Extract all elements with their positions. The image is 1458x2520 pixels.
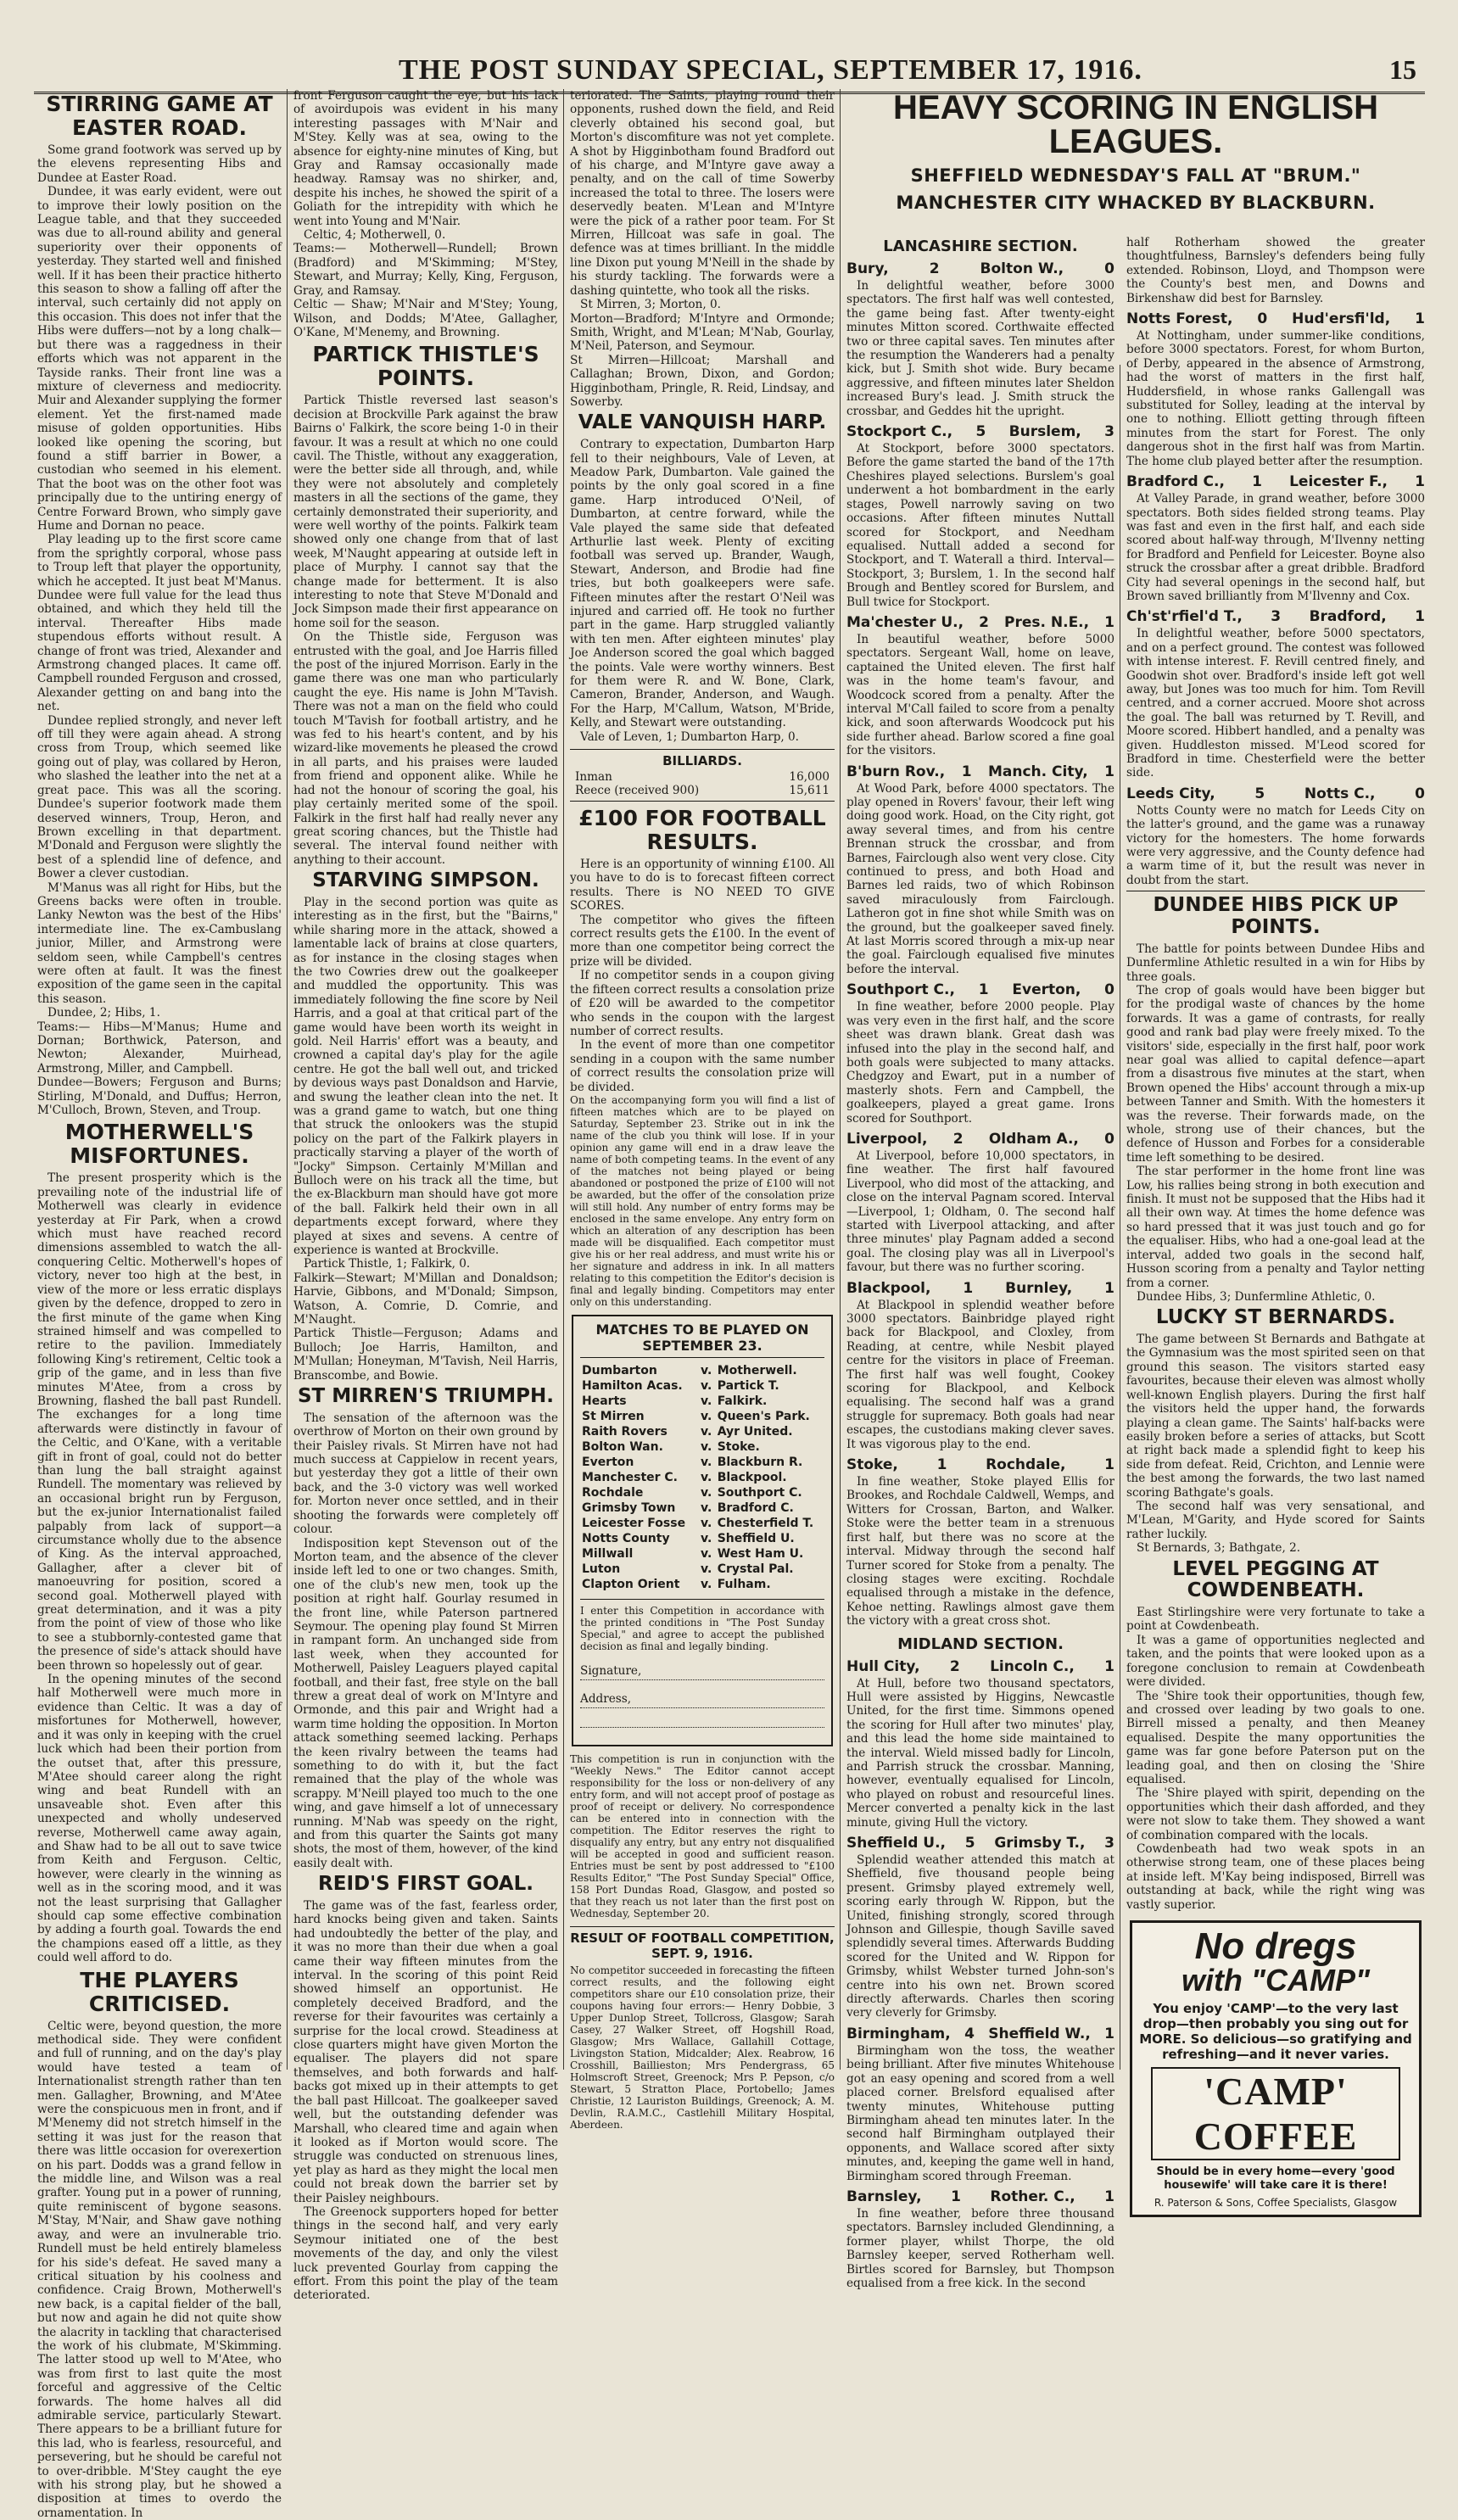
match-report: In delightful weather, before 3000 spectators. The first half was well contested, the game being fast. After twenty-eight minutes Mitton scored. Corthwaite effected two or three capital saves. Ten minutes after the resumption the Wanderers had a penalty kick, but J. Smith shot wide. Bury became aggressive, and fifteen minutes later Sheldon increased Bury's lead. J. Smith struck the crossbar, and Geddes hit the upright.: [846, 279, 1114, 418]
competition-result-title: RESULT OF FOOTBALL COMPETITION, SEPT. 9, 1916.: [570, 1926, 835, 1961]
match-score: Birmingham, 4 Sheffield W., 1: [846, 2025, 1114, 2042]
fixture-home-team[interactable]: Dumbarton: [582, 1363, 657, 1377]
advert-footer: Should be in every home—every 'good housewife' will take care it is there!: [1156, 2165, 1395, 2192]
fixture-away-team[interactable]: Chesterfield T.: [717, 1516, 814, 1530]
fixture-row[interactable]: [580, 1531, 824, 1546]
fixture-home-team[interactable]: Notts County: [582, 1531, 670, 1545]
fixture-away-team[interactable]: Falkirk.: [717, 1394, 768, 1408]
fixture-away-team[interactable]: Fulham.: [717, 1577, 771, 1591]
column-rule: [287, 89, 288, 2070]
match-report: At Wood Park, before 4000 spectators. The play opened in Rovers' favour, their left wing doing good work. Hoad, on the City right, got away several times, and from his centre Brennan struck the crossbar, and from Barnes, Fairclough also went very close. City continued to press, and both Hoad and Barnes led raids, two of which Robinson saved miraculously from Fairclough. Latheron got in fine shot while Smith was on the ground, but the goalkeeper saved finely. At last Morris scored through a mix-up near the goal. Fairclough equalised five minutes before the interval.: [846, 781, 1114, 976]
article-paragraph: The crop of goals would have been bigger but for the prodigal waste of chances by the home forwards. It was a game of contrasts, for really good and rank bad play were freely mixed. To the visitors' side, especially in the first half, poor work near goal was allied to capital defence—apart from a disastrous five minutes at the start, when Brown opened the Hibs' account through a mix-up between Tanner and Smith. With the homesters it was the reverse. Their forwards made, on the whole, strong use of their chances, but the defence of Husson and Forbes for a considerable time left something to be desired.: [1126, 983, 1425, 1165]
article-paragraph: The star performer in the home front line was Low, his rallies being strong in both execution and finish. It must not be supposed that the Hibs had it all their own way. At times the home defence was so hard pressed that it was just touch and go for the equaliser. Hibs, who had a one-goal lead at the interval, added two goals in the second half, Husson scoring from a penalty and Taylor netting from a corner.: [1126, 1165, 1425, 1290]
fixture-home-team[interactable]: St Mirren: [582, 1409, 645, 1423]
fixture-row[interactable]: [580, 1470, 824, 1485]
fixture-home-team[interactable]: Leicester Fosse: [582, 1516, 686, 1530]
match-score: Ma'chester U., 2 Pres. N.E., 1: [846, 613, 1114, 631]
article-paragraph: Celtic were, beyond question, the more methodical side. They were confident and full of running, and on the day's play would have tested a team of Internationalist strength rather than ten men. Gallagher, Browning, and M'Atee were the conspicuous men in front, and if M'Menemy did not stretch himself in the setting it was just for the reason that there was little occasion for overexertion on his part. Dodds was a grand fellow in the middle line, and Wilson was a real grafter. Young put in a power of running, quite reminiscent of bygone seasons. M'Stay, M'Nair, and Shaw gave nothing away, and were an invulnerable trio. Rundell must be held entirely blameless for his side's defeat. He saved many a critical situation by his coolness and confidence. Craig Brown, Motherwell's new back, is a capital fielder of the ball, but now and again he did not quite show the alacrity in tackling that characterised the work of his clubmate, M'Skimming. The latter stood up well to M'Atee, who was from first to last quite the most forceful and aggressive of the Celtic forwards. The home halves all did admirable service, particularly Stewart. There appears to be a brilliant future for this lad, who is fearless, resourceful, and persevering, but he should be careful not to over-dribble. M'Stey caught the eye with his strong play, but he showed a disposition at times to overdo the ornamentation. In: [37, 2019, 282, 2520]
advert-maker: R. Paterson & Sons, Coffee Specialists, Glasgow: [1154, 2197, 1398, 2210]
article-paragraph: The 'Shire played with spirit, depending on the opportunities which their dash afforded, and they were not slow to take them. They showed a want of combination compared with the locals.: [1126, 1786, 1425, 1842]
masthead: [34, 49, 1425, 94]
article-paragraph: On the Thistle side, Ferguson was entrusted with the goal, and Joe Harris filled the post of the injured Morrison. Early in the game there was one man who particularly caught the eye. His name is John M'Tavish. There was not a man on the field who could touch M'Tavish for football artistry, and he was fed to his heart's content, and by his wizard-like movements he pleased the crowd in all parts, and his praises were lauded from friend and opponent alike. While he had not the honour of scoring the goal, his play certainly merited some of the spoil. Falkirk in the first half had really never any great scoring chances, but the Thistle had several. The interval found neither with anything to their account.: [293, 630, 558, 867]
match-report: At Blackpool in splendid weather before 3000 spectators. Bainbridge played right back for Blackpool, and Cloxley, from Reading, at centre, while Nesbit played centre for the visitors in place of Freeman. The first half was well fought, Cookey scoring for Blackpool, and Kelbock equalising. The second half was a grand struggle for supremacy. Both goals had near escapes, the custodians making clever saves. It was vigorous play to the end.: [846, 1298, 1114, 1451]
team-lineup: St Mirren—Hillcoat; Marshall and Callaghan; Brown, Dixon, and Gordon; Higginbotham, Pringle, R. Reid, Lindsay, and Sowerby.: [570, 353, 835, 409]
headline-reids-first-goal: REID'S FIRST GOAL.: [318, 1873, 533, 1896]
match-report: In fine weather, before three thousand spectators. Barnsley included Glendinning, a former player, whilst Thorpe, the old Barnsley keeper, served Rotherham well. Birtles scored for Barnsley, but Thompson equalised from a free kick. In the second: [846, 2206, 1114, 2290]
coupon-declaration: I enter this Competition in accordance with the printed conditions in "The Post Sunday Special," and agree to accept the published decision as final and legally binding.: [580, 1604, 824, 1652]
headline-lucky-st-bernards: LUCKY ST BERNARDS.: [1155, 1306, 1396, 1329]
match-score: Stockport C., 5 Burslem, 3: [846, 423, 1114, 441]
match-score: Bradford C., 1 Leicester F., 1: [1126, 473, 1425, 491]
fixture-versus: v.: [701, 1516, 712, 1530]
match-report: Birmingham won the toss, the weather being brilliant. After five minutes Whitehouse got an easy opening and scored from a well placed corner. Brelsford equalised after twenty minutes, Whitehouse putting Birmingham ahead ten minutes later. In the second half Birmingham outplayed their opponents, and Wallace scored after sixty minutes, and, keeping the game well in hand, Birmingham scored through Freeman.: [846, 2043, 1114, 2183]
match-score: Barnsley, 1 Rother. C., 1: [846, 2188, 1114, 2205]
fixture-home-team[interactable]: Bolton Wan.: [582, 1439, 663, 1454]
fixture-home-team[interactable]: Raith Rovers: [582, 1424, 668, 1439]
article-paragraph: It was a game of opportunities neglected and taken, and the points that were looked upon as a foregone conclusion to remain at Cowdenbeath were divided.: [1126, 1633, 1425, 1690]
section-midland: MIDLAND SECTION.: [897, 1634, 1064, 1653]
fixture-row[interactable]: [580, 1394, 824, 1409]
match-report: half Rotherham showed the greater thoughtfulness, Barnsley's defenders being fully extended. Robinson, Lloyd, and Thompson were the County's best men, and Downs and Birkenshaw did best for Barnsley.: [1126, 236, 1425, 305]
match-score: Sheffield U., 5 Grimsby T., 3: [846, 1835, 1114, 1852]
team-lineup: Morton—Bradford; M'Intyre and Ormonde; Smith, Wright, and M'Lean; M'Nab, Gourlay, M'Neil, Paterson, and Seymour.: [570, 311, 835, 354]
signature-field[interactable]: Signature,: [580, 1664, 824, 1680]
fixture-away-team[interactable]: Sheffield U.: [717, 1531, 795, 1545]
billiards-box: [570, 749, 835, 802]
team-lineup: Falkirk—Stewart; M'Millan and Donaldson; Harvie, Gibbons, and M'Donald; Simpson, Watson, A. Comrie, D. Comrie, and M'Naught.: [293, 1271, 558, 1327]
headline-starving-simpson: STARVING SIMPSON.: [312, 869, 539, 892]
match-report: In beautiful weather, before 5000 spectators. Sergeant Wall, home on leave, captained the United eleven. The first half was in the home team's favour, and Woodcock scored from a penalty. After the interval M'Call failed to score from a penalty kick, and soon afterwards Woodcock put his side further ahead. Barlow scored a fine goal for the visitors.: [846, 632, 1114, 758]
fixture-versus: v.: [701, 1470, 712, 1484]
article-paragraph: The competitor who gives the fifteen correct results gets the £100. In the event of more than one competitor being correct the prize will be divided.: [570, 913, 835, 969]
article-paragraph: The 'Shire took their opportunities, though few, and crossed over leading by two goals to one. Birrell missed a penalty, and then Meaney equalised. Despite the many opportunities the game was far gone before Paterson put on the leading goal, and then on closing the 'Shire equalised.: [1126, 1689, 1425, 1786]
address-field-line[interactable]: [580, 1725, 824, 1728]
advert-body: You enjoy 'CAMP'—to the very last drop—then probably you sing out for MORE. So delicious—so gratifying and refreshing—and it never varies.: [1139, 2001, 1412, 2062]
fixture-versus: v.: [701, 1546, 712, 1561]
article-paragraph: The sensation of the afternoon was the overthrow of Morton on their own ground by their Paisley rivals. St Mirren have not had much success at Cappielow in recent years, but yesterday they got a little of their own back, and the 3-0 victory was well worked for. Morton never once settled, and in their shooting the forwards were completely off colour.: [293, 1411, 558, 1537]
match-result: St Mirren, 3; Morton, 0.: [580, 298, 721, 312]
fixture-versus: v.: [701, 1363, 712, 1377]
match-report: At Liverpool, before 10,000 spectators, in fine weather. The first half favoured Liverpool, who did most of the attacking, and close on the interval Pagnam scored. Interval—Liverpool, 1; Oldham, 0. The second half started with Liverpool attacking, and after three minutes' play Pagnam added a second goal. The closing play was all in Liverpool's favour, but there was no further scoring.: [846, 1148, 1114, 1275]
match-result: Celtic, 4; Motherwell, 0.: [304, 228, 446, 243]
headline-motherwell: MOTHERWELL'S MISFORTUNES.: [64, 1120, 254, 1169]
match-report: Notts County were no match for Leeds City on the latter's ground, and the game was a runaway victory for the homesters. The home forwards were very aggressive, and the County defence had a warm time of it, but the result was never in doubt from the start.: [1126, 803, 1425, 887]
fixture-row[interactable]: [580, 1577, 824, 1592]
section-lancashire: LANCASHIRE SECTION.: [883, 237, 1078, 255]
competition-fine-print: This competition is run in conjunction with the "Weekly News." The Editor cannot accept responsibility for the loss or non-delivery of any entry form, and will not accept proof of postage as proof of receipt or delivery. No correspondence can be entered into in connection with the competition. The Editor reserves the right to disqualify any entry, but any entry not disqualified will be accepted in good and sufficient reason. Entries must be sent by post addressed to "£100 Results Editor," "The Post Sunday Special" Office, 158 Port Dundas Road, Glasgow, and posted so that they reach us not later than the first post on Wednesday, September 20.: [570, 1752, 835, 1919]
team-lineup: Teams:— Hibs—M'Manus; Hume and Dornan; Borthwick, Paterson, and Newton; Alexander, Muirhead, Armstrong, Miller, and Campbell.: [37, 1020, 282, 1076]
subheadline-manchester: MANCHESTER CITY WHACKED BY BLACKBURN.: [896, 193, 1376, 213]
fixture-versus: v.: [701, 1378, 712, 1393]
fixture-versus: v.: [701, 1577, 712, 1591]
headline-st-mirren: ST MIRREN'S TRIUMPH.: [297, 1385, 555, 1408]
match-score: Notts Forest, 0 Hud'ersfi'ld, 1: [1126, 310, 1425, 328]
camp-coffee-advert: [1130, 1920, 1422, 2217]
fixture-row[interactable]: [580, 1378, 824, 1394]
fixture-row[interactable]: [580, 1439, 824, 1455]
fixture-row[interactable]: [580, 1455, 824, 1470]
fixture-row[interactable]: [580, 1485, 824, 1500]
fixture-row[interactable]: [580, 1363, 824, 1378]
billiards-row: Inman 16,000: [575, 770, 830, 785]
article-paragraph: In the event of more than one competitor sending in a coupon with the same number of correct results the consolation prize will be divided.: [570, 1038, 835, 1094]
team-lineup: Partick Thistle—Ferguson; Adams and Bulloch; Joe Harris, Hamilton, and M'Mullan; Honeyman, M'Tavish, Neil Harris, Branscombe, and Bowie.: [293, 1327, 558, 1383]
column-2: [293, 89, 558, 2303]
column-5: [1126, 231, 1425, 2210]
team-lineup: Teams:— Motherwell—Rundell; Brown (Bradford) and M'Skimming; M'Stey, Stewart, and Murray; Kelly, King, Ferguson, Gray, and Ramsay.: [293, 242, 558, 298]
article-paragraph: Dundee replied strongly, and never left off till they were again ahead. A strong cross from Troup, which seemed like going out of play, was collared by Heron, who slashed the leather into the net at a great pace. This was all the scoring. Dundee's superior footwork made them deserved winners, Troup, Heron, and Brown excelling in that department. M'Donald and Ferguson were slightly the best of a splendid line of defence, and Bower a clever custodian.: [37, 713, 282, 881]
match-score: Southport C., 1 Everton, 0: [846, 981, 1114, 999]
article-paragraph: Play in the second portion was quite as interesting as in the first, but the "Bairns," while sharing more in the attack, showed a lamentable lack of brains at close quarters, as for instance in the closing stages when the two Cowries drew out the goalkeeper and muddled the opportunity. This was immediately following the fine score by Neil Harris, and a goal at that critical part of the game would have been worth its weight in gold. Neil Harris' effort was a beauty, and crowned a capital day's play for the agile centre. He got the ball well out, and tricked by devious ways past Donaldson and Harvie, and swung the leather clean into the net. It was a grand game to watch, but one thing that struck the onlookers was the stupid policy on the part of the Falkirk players in practically starving a player of the worth of "Jocky" Simpson. Certainly M'Millan and Bulloch were on his track all the time, but the ex-Blackburn man should have got more of the ball. Falkirk held their own in all departments except forward, where they played at sixes and sevens. A centre of experience is wanted at Brockville.: [293, 895, 558, 1258]
column-4: [846, 231, 1114, 2290]
advert-headline: No dregs: [1194, 1925, 1357, 1967]
match-score: Hull City, 2 Lincoln C., 1: [846, 1657, 1114, 1675]
match-result: Partick Thistle, 1; Falkirk, 0.: [304, 1257, 471, 1271]
column-1: [37, 89, 282, 2520]
match-score: B'burn Rov., 1 Manch. City, 1: [846, 763, 1114, 780]
headline-vale-vanquish: VALE VANQUISH HARP.: [578, 411, 827, 434]
fixture-versus: v.: [701, 1562, 712, 1576]
fixture-home-team[interactable]: Everton: [582, 1455, 634, 1469]
article-paragraph: Dundee, it was early evident, were out to improve their lowly position on the League table, and that they succeeded was due to all-round ability and general superiority over their opponents of yesterday. They started well and finished well. If it has been their practice hitherto this season to show a falling off after the interval, such certainly did not apply on this occasion. This does not infer that the Hibs were duffers—not by a long chalk—but there was a raggedness in their efforts which was not apparent in the Tayside ranks. Their front line was a mixture of cleverness and mediocrity. Muir and Alexander supplying the former element. Yet the first-named made misuse of golden opportunities. Hibs looked like opening the scoring, but found a stiff barrier in Bower, a custodian who seemed in his element. That the boot was on the other foot was principally due to the untiring energy of Centre Forward Brown, who simply gave Hume and Dornan no peace.: [37, 185, 282, 533]
article-paragraph: The second half was very sensational, and M'Lean, M'Garity, and Hyde scored for Saints rather luckily.: [1126, 1499, 1425, 1541]
match-report: At Valley Parade, in grand weather, before 3000 spectators. Both sides fielded strong teams. Play was fast and even in the first half, and each side scored about half-way through, M'Ilvenny netting for Bradford and Penfield for Leicester. Boyne also struck the crossbar after a great dribble. Bradford City had several openings in the second half, but Brown saved brilliantly from M'Ilvenny and Cox.: [1126, 492, 1425, 603]
fixture-away-team[interactable]: Bradford C.: [717, 1500, 794, 1515]
team-lineup: Celtic — Shaw; M'Nair and M'Stey; Young, Wilson, and Dodds; M'Atee, Gallagher, O'Kane, M'Menemy, and Browning.: [293, 298, 558, 339]
match-score: Leeds City, 5 Notts C., 0: [1126, 785, 1425, 802]
fixture-versus: v.: [701, 1455, 712, 1469]
article-paragraph: Play leading up to the first score came from the sprightly corporal, whose pass to Troup left that player the opportunity, which he accepted. It just beat M'Manus. Dundee were full value for the lead thus obtained, and which they held till the interval. Thereafter Hibs made stupendous efforts without result. A change of front was tried, Alexander and Armstrong changed places. It came off. Campbell rounded Ferguson and crossed, Alexander getting on and bang into the net.: [37, 533, 282, 714]
headline-dundee-hibs: DUNDEE HIBS PICK UP POINTS.: [1126, 891, 1425, 939]
article-paragraph: Some grand footwork was served up by the elevens representing Hibs and Dundee at Easter Road.: [37, 143, 282, 185]
headline-players-criticised: THE PLAYERS CRITICISED.: [80, 1967, 239, 2016]
fixture-home-team[interactable]: Grimsby Town: [582, 1500, 676, 1515]
match-report: In delightful weather, before 5000 spectators, and on a perfect ground. The contest was followed with intense interest. F. Revill centred finely, and Goodwin shot over. Bradford's inside left got well away, but Jones was too much for him. Tom Revill centred, and a corner accrued. Moore shot across the goal. The ball was returned by T. Revill, and Moore scored. Hibbert handled, and a penalty was given. Huddleston missed. M'Leod scored for Bradford in time. Chesterfield were the better side.: [1126, 627, 1425, 780]
fixture-away-team[interactable]: Partick T.: [717, 1378, 779, 1393]
billiards-row: Reece (received 900) 15,611: [575, 784, 830, 798]
fixture-home-team[interactable]: Rochdale: [582, 1485, 644, 1500]
article-paragraph: front Ferguson caught the eye, but his lack of avoirdupois was evident in his many interesting passages with M'Nair and M'Stey. Kelly was at sea, owing to the absence for eighty-nine minutes of King, but Gray and Ramsay occasionally made headway. Ramsay was no shirker, and, despite his inches, he showed the spirit of a Goliath for the intrepidity with which he went into Young and M'Nair.: [293, 89, 558, 228]
match-score: Bury, 2 Bolton W., 0: [846, 260, 1114, 277]
match-report: At Nottingham, under summer-like conditions, before 3000 spectators. Forest, for whom Burton, of Derby, appeared in the absence of Armstrong, had the worst of matters in the first half, Huddersfield, in whose ranks Gallengall was substituted for Solley, leading at the interval by one to nothing. Elliott getting through fifteen minutes from the start for Forest. The only dangerous shot in the first half was from Martin. The home club played better after the resumption.: [1126, 329, 1425, 468]
headline-football-results-prize: £100 FOR FOOTBALL RESULTS.: [578, 806, 826, 855]
article-paragraph: East Stirlingshire were very fortunate to take a point at Cowdenbeath.: [1126, 1606, 1425, 1634]
article-paragraph: Indisposition kept Stevenson out of the Morton team, and the absence of the clever inside left led to one or two changes. Smith, one of the club's new men, took up the position at right half. Gourlay resumed in the front line, while Paterson partnered Seymour. The opening play found St Mirren in rampant form. An unchanged side from last week, when they accounted for Motherwell, Paisley Leaguers played capital football, and their fast, free style on the ball threw a great deal of work on M'Intyre and Ormonde, and this pair and Wright had a warm time holding the opposition. In Morton attack something seemed lacking. Perhaps the keen rivalry between the teams had something to do with it, but the fact remained that the play of the whole was scrappy. M'Neill played too much to the one wing, and gave himself a lot of unnecessary running. M'Nab was speedy on the right, and from this quarter the Saints got many shots, the most of them, however, of the kind easily dealt with.: [293, 1536, 558, 1870]
column-rule: [840, 89, 841, 2070]
billiards-title: BILLIARDS.: [662, 753, 742, 769]
match-score: Blackpool, 1 Burnley, 1: [846, 1279, 1114, 1297]
fixture-row[interactable]: [580, 1424, 824, 1439]
fixture-away-team[interactable]: Southport C.: [717, 1485, 802, 1500]
fixtures-title: MATCHES TO BE PLAYED ON SEPTEMBER 23.: [580, 1321, 824, 1358]
article-paragraph: Partick Thistle reversed last season's decision at Brockville Park against the braw Bairns o' Falkirk, the score being 1-0 in their favour. It was a result at which no one could cavil. The Thistle, without any exaggeration, were the better side all through, and, while they were not absolutely and completely masters in all the sections of the game, they certainly demonstrated their superiority, and were well worthy of the points. Falkirk team showed only one change from that of last week, M'Naught appearing at outside left in place of Murphy. I cannot say that the change made for betterment. It is also interesting to note that Steve M'Donald and Jock Simpson made their first appearance on home soil for the season.: [293, 394, 558, 630]
fixture-row[interactable]: [580, 1546, 824, 1562]
match-report: In fine weather, before 2000 people. Play was very even in the first half, and the score sheet was drawn blank. Great dash was infused into the play in the second half, and both goals were subjected to many attacks. Chedgzoy and Ewart, put in a number of masterly shots. Fern and Campbell, the goalkeepers, played a great game. Irons scored for Southport.: [846, 1000, 1114, 1126]
headline-heavy-scoring: HEAVY SCORING IN ENGLISH LEAGUES.: [893, 89, 1378, 160]
fixture-home-team[interactable]: Manchester C.: [582, 1470, 678, 1484]
fixture-home-team[interactable]: Millwall: [582, 1546, 634, 1561]
advert-brand: 'CAMP' COFFEE: [1151, 2067, 1400, 2160]
fixture-away-team[interactable]: West Ham U.: [717, 1546, 804, 1561]
fixture-away-team[interactable]: Stoke.: [717, 1439, 760, 1454]
match-result: St Bernards, 3; Bathgate, 2.: [1137, 1541, 1301, 1556]
match-result: Dundee, 2; Hibs, 1.: [47, 1006, 160, 1020]
competition-result-body: No competitor succeeded in forecasting the fifteen correct results, and the following eight competitors share our £10 consolation prize, their coupons having four errors:— Henry Dobbie, 3 Upper Dunlop Street, Tollcross, Glasgow; Sarah Casey, 27 Walker Street, off Hogshill Road, Glasgow; Mrs Wallace, Gallahill Cottage, Livingston Station, Midcalder; Alex. Reabrow, 16 Crosshill, Baillieston; Mrs Pendergrass, 65 Holmscroft Street, Greenock; Mrs P. Pepson, c/o Stewart, 5 Stratton Place, Portobello; James Christie, 12 Lauriston Buildings, Greenock; A. M. Devlin, R.A.M.C., Castlehill Military Hospital, Aberdeen.: [570, 1964, 835, 2131]
fixture-versus: v.: [701, 1424, 712, 1439]
fixture-home-team[interactable]: Luton: [582, 1562, 621, 1576]
fixture-versus: v.: [701, 1409, 712, 1423]
fixture-versus: v.: [701, 1439, 712, 1454]
fixture-away-team[interactable]: Queen's Park.: [717, 1409, 810, 1423]
fixture-versus: v.: [701, 1531, 712, 1545]
fixture-away-team[interactable]: Crystal Pal.: [717, 1562, 794, 1576]
competition-rules: On the accompanying form you will find a list of fifteen matches which are to be played on Saturday, September 23. Strike out in ink the name of the club you think will lose. If in your opinion any game will end in a draw leave the name of both competing teams. In the event of any of the matches not being played or being abandoned or postponed the prize of £100 will not be awarded, but the offer of the consolation prize will still hold. Any number of entry forms may be enclosed in the same envelope. Any entry form on which an alteration of any description has been made will be disqualified. Each competitor must give his or her real address, and must write his or her signature and address in ink. In all matters relating to this competition the Editor's decision is final and legally binding. Competitors may enter only on this understanding.: [570, 1093, 835, 1308]
fixture-away-team[interactable]: Motherwell.: [717, 1363, 797, 1377]
match-result: Vale of Leven, 1; Dumbarton Harp, 0.: [580, 729, 800, 744]
match-result: Dundee Hibs, 3; Dunfermline Athletic, 0.: [1137, 1289, 1376, 1304]
match-report: In fine weather, Stoke played Ellis for Brookes, and Rochdale Caldwell, Wemps, and Witters for Crossan, Barton, and Walker. Stoke were the better team in a strenuous first half, but there was no score at the interval. Midway through the second half Turner scored for Stoke from a penalty. The closing stages were exciting. Rochdale equalised through a mistake in the defence, Kehoe netting. Rawlings almost gave them the victory with a great cross shot.: [846, 1475, 1114, 1629]
masthead-title: THE POST SUNDAY SPECIAL, SEPTEMBER 17, 1916.: [399, 54, 1142, 86]
headline-level-pegging: LEVEL PEGGING AT COWDENBEATH.: [1172, 1557, 1379, 1602]
article-paragraph: The game between St Bernards and Bathgate at the Gymnasium was the most spirited seen on that ground this season. The visitors started easy favourites, because their eleven was almost wholly well-known English players. During the first half the visitors held the upper hand, the forwards playing a clean game. The Saints' half-backs were easily broken before a series of attacks, but Scott at right back made a splendid fight to keep his side from defeat. Reid, Crichton, and Lennie were the best among the forwards, the two last named scoring Bathgate's goals.: [1126, 1333, 1425, 1500]
match-score: Liverpool, 2 Oldham A., 0: [846, 1130, 1114, 1148]
fixture-row[interactable]: [580, 1500, 824, 1516]
headline-stirring-game: STIRRING GAME AT EASTER ROAD.: [46, 92, 273, 140]
fixture-versus: v.: [701, 1500, 712, 1515]
fixture-versus: v.: [701, 1485, 712, 1500]
address-field[interactable]: Address,: [580, 1692, 824, 1708]
article-paragraph: In the opening minutes of the second half Motherwell were much more in evidence than Celtic. It was a day of misfortunes for Motherwell, however, and it was only in keeping with the cruel luck which had been their portion from the outset that, after this pressure, M'Atee should career along the right wing and beat Rundell with an unsaveable shot. Even after this unexpected and wholly undeserved reverse, Motherwell came away again, and Shaw had to be all out to save twice from Keith and Ferguson. Celtic, however, were clearly in the winning as well as in the scoring mood, and it was not the least surprising that Gallagher should cap some effective combination by adding a fourth goal. Towards the end the champions eased off a little, as they could well afford to do.: [37, 1673, 282, 1965]
fixture-row[interactable]: [580, 1516, 824, 1531]
fixture-home-team[interactable]: Clapton Orient: [582, 1577, 680, 1591]
fixture-row[interactable]: [580, 1562, 824, 1577]
column-rule: [563, 89, 564, 2070]
competition-coupon: [572, 1315, 833, 1746]
match-report: Splendid weather attended this match at Sheffield, five thousand people being present. Grimsby played extremely well, scoring early through W. Rippon, but the United, finishing strongly, scored through Johnson and Gillespie, though Saville saved splendidly several times. Afterwards Budding scored for the United and W. Rippon for Grimsby, whilst Webster turned John-son's centre into his own net. Brown scored directly afterwards. Charles then scoring very cleverly for Grimsby.: [846, 1853, 1114, 2020]
column-3: [570, 89, 835, 2131]
fixture-home-team[interactable]: Hamilton Acas.: [582, 1378, 683, 1393]
article-paragraph: The game was of the fast, fearless order, hard knocks being given and taken. Saints had undoubtedly the better of the play, and it was no more than their due when a goal came their way fifteen minutes from the interval. In the scoring of this point Reid showed himself an opportunist. He completely deceived Bradford, and the reverse for their favourites was certainly a surprise for the local crowd. Steadiness at close quarters might have given Morton the equaliser. The players did not spare themselves, and both forwards and half-backs got mixed up in their attempts to get the ball past Hillcoat. The goalkeeper saved well, but the outstanding defender was Marshall, who cleared time and again when it looked as if Morton would score. The struggle was conducted on strenuous lines, yet play as hard as they might the local men could not break down the barrier set by their Paisley neighbours.: [293, 1899, 558, 2205]
headline-partick-thistle: PARTICK THISTLE'S POINTS.: [312, 342, 539, 391]
subheadline-sheffield: SHEFFIELD WEDNESDAY'S FALL AT "BRUM.": [910, 165, 1361, 186]
fixtures-table: [580, 1363, 824, 1592]
match-report: At Stockport, before 3000 spectators. Before the game started the band of the 17th Cheshires played selections. Burslem's goal underwent a hot bombardment in the early stages, Powell narrowly saving on two occasions. After fifteen minutes Nuttall scored for Stockport, and Needham equalised. Nuttall added a second for Stockport, and T. Waterall a third. Interval—Stockport, 3; Burslem, 1. In the second half Brough and Bentley scored for Burslem, and Bull twice for Stockport.: [846, 442, 1114, 609]
article-paragraph: If no competitor sends in a coupon giving the fifteen correct results a consolation prize of £20 will be awarded to the competitor who sends in the coupon with the largest number of correct results.: [570, 969, 835, 1038]
article-paragraph: M'Manus was all right for Hibs, but the Greens backs were often in trouble. Lanky Newton was the best of the Hibs' intermediate line. The ex-Cambuslang junior, Miller, and Armstrong were seldom seen, while Campbell's centres were often at fault. It was the finest exposition of the game seen in the capital this season.: [37, 880, 282, 1006]
article-paragraph: Here is an opportunity of winning £100. All you have to do is to forecast fifteen correct results. There is NO NEED TO GIVE SCORES.: [570, 858, 835, 914]
fixture-away-team[interactable]: Blackpool.: [717, 1470, 787, 1484]
article-paragraph: Contrary to expectation, Dumbarton Harp fell to their neighbours, Vale of Leven, at Meadow Park, Dumbarton. Vale gained the points by the only goal scored in a fine game. Harp introduced O'Neil, of Dumbarton, at centre forward, while the Vale played the same side that defeated Arthurlie last week. Plenty of exciting football was served up. Brander, Waugh, Stewart, Anderson, and Brodie had fine tries, but both goalkeepers were safe. Fifteen minutes after the restart O'Neil was injured and carried off. He took no further part in the game. Harp struggled valiantly with ten men. After eighteen minutes' play Joe Anderson scored the goal which bagged the points. Vale were worthy winners. Best for them were R. and W. Bone, Clark, Cameron, Brander, Anderson, and Waugh. For the Harp, M'Callum, Watson, M'Bride, Kelly, and Stewart were outstanding.: [570, 438, 835, 730]
article-paragraph: The present prosperity which is the prevailing note of the industrial life of Motherwell was clearly in evidence yesterday at Fir Park, when a crowd which must have reached record dimensions assembled to watch the all-conquering Celtic. Motherwell's hopes of victory, never too high at the best, in view of the more or less erratic displays given by the defence, dropped to zero in the first minute of the game when King strained himself and was compelled to retire to the pavilion. Immediately following King's retirement, Celtic took a grip of the game, and in less than five minutes M'Atee, from a cross by Browning, flashed the ball past Rundell. The exchanges for a long time afterwards were distinctly in favour of the Celtic, and O'Kane, with a veritable gift in front of goal, could not do better than lung the ball straight against Rundell. The momentary was relieved by an occasional bright run by Ferguson, but the ex-junior Internationalist failed palpably from lack of support—a circumstance wholly due to the absence of King. As the interval approached, Gallagher, after a clever bit of manoeuvring for position, scored a second goal. Motherwell played with great determination, and it was a pity from the point of view of those who like to see a stubbornly-contested game that the presence of side's attack should have been thrown so hopelessly out of gear.: [37, 1171, 282, 1673]
match-score: Ch'st'rfiel'd T., 3 Bradford, 1: [1126, 608, 1425, 626]
match-score: Stoke, 1 Rochdale, 1: [846, 1456, 1114, 1474]
fixture-home-team[interactable]: Hearts: [582, 1394, 627, 1408]
match-report: At Hull, before two thousand spectators, Hull were assisted by Higgins, Newcastle United, for the first time. Simmons opened the scoring for Hull after two minutes' play, and this lead the home side maintained to the interval. Wield missed badly for Lincoln, and Parrish struck the crossbar. Manning, however, eventually equalised for Lincoln, who played on robust and resourceful lines. Mercer converted a penalty kick in the last minute, giving Hull the victory.: [846, 1676, 1114, 1830]
fixture-row[interactable]: [580, 1409, 824, 1424]
team-lineup: Dundee—Bowers; Ferguson and Burns; Stirling, M'Donald, and Duffus; Herron, M'Culloch, Brown, Steven, and Troup.: [37, 1076, 282, 1118]
article-paragraph: teriorated. The Saints, playing round their opponents, rushed down the field, and Reid cleverly obtained his second goal, but Morton's discomfiture was not yet complete. A shot by Higginbotham found Bradford out of his charge, and M'Intyre gave away a penalty, and on the call of time Sowerby increased the total to three. The losers were deservedly beaten. M'Lean and M'Intyre were the pick of a rather poor team. For St Mirren, Hillcoat was safe in goal. The defence was at times brilliant. In the middle line Dixon put young M'Neill in the shade by his sturdy tackling. The forwards were a dashing quintette, who took all the risks.: [570, 89, 835, 298]
advert-headline-2: with "CAMP": [1181, 1963, 1371, 1998]
article-paragraph: Cowdenbeath had two weak spots in an otherwise strong team, one of these places being at inside left. M'Kay being indisposed, Birrell was outstanding at back, while the right wing was vastly superior.: [1126, 1841, 1425, 1912]
fixture-versus: v.: [701, 1394, 712, 1408]
fixture-away-team[interactable]: Blackburn R.: [717, 1455, 803, 1469]
page-number: 15: [1389, 54, 1416, 85]
fixture-away-team[interactable]: Ayr United.: [717, 1424, 793, 1439]
article-paragraph: The Greenock supporters hoped for better things in the second half, and very early Seymour initiated one of the best movements of the day, and only the vilest luck prevented Gourlay from capping the effort. From this point the play of the team deteriorated.: [293, 2204, 558, 2303]
article-paragraph: The battle for points between Dundee Hibs and Dunfermline Athletic resulted in a win for Hibs by three goals.: [1126, 942, 1425, 984]
